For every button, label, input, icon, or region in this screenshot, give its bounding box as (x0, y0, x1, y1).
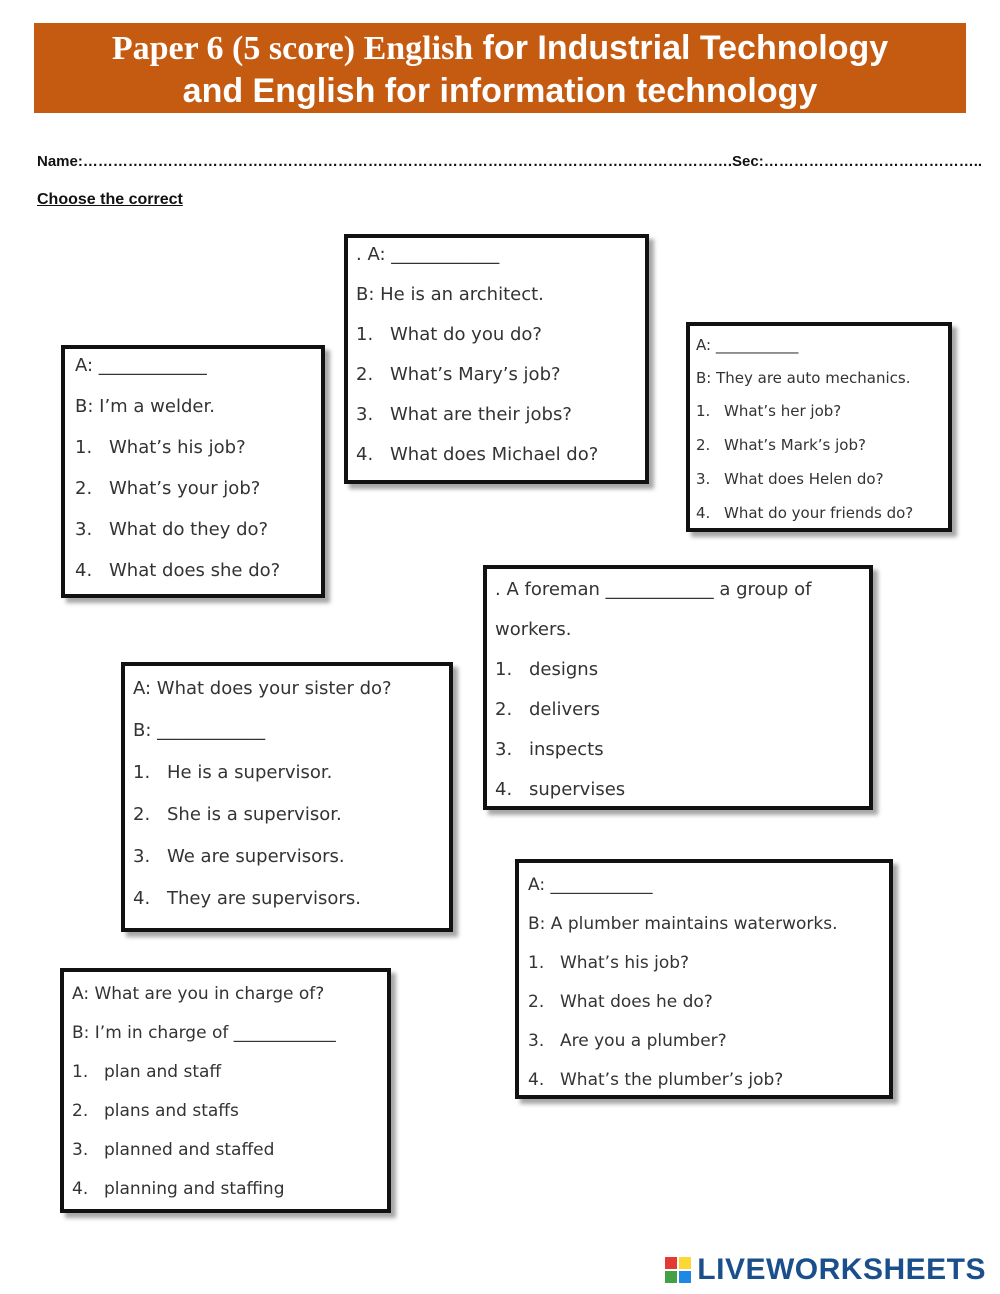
option-number: 3. (495, 739, 513, 760)
question-box-in-charge (60, 968, 391, 1213)
option-text: We are supervisors. (167, 846, 345, 867)
option-text: What do you do? (390, 324, 542, 345)
question-box-sister (121, 662, 453, 932)
option-number: 3. (696, 470, 711, 488)
question-line: B: I’m a welder. (75, 396, 215, 417)
question-line: A: What does your sister do? (133, 678, 392, 699)
answer-option[interactable] (72, 1179, 387, 1218)
option-text: plan and staff (104, 1062, 222, 1082)
option-number: 1. (495, 659, 513, 680)
option-number: 1. (75, 437, 93, 458)
option-number: 4. (356, 444, 374, 465)
option-number: 3. (72, 1140, 89, 1160)
option-number: 4. (75, 560, 93, 581)
question-box-auto-mechanics (686, 322, 952, 532)
option-number: 2. (72, 1101, 89, 1121)
answer-option[interactable] (528, 953, 889, 992)
answer-option[interactable] (72, 1101, 387, 1140)
worksheet-title-banner (34, 23, 966, 113)
option-number: 3. (75, 519, 93, 540)
answer-option[interactable] (495, 739, 869, 779)
option-text: planning and staffing (104, 1179, 285, 1199)
option-text: They are supervisors. (167, 888, 361, 909)
option-text: delivers (529, 699, 601, 720)
instruction-text: Choose the correct (37, 191, 183, 208)
answer-option[interactable] (72, 1140, 387, 1179)
option-text: What do your friends do? (724, 504, 914, 522)
question-line: . A: ____________ (356, 244, 500, 265)
option-number: 4. (72, 1179, 89, 1199)
option-number: 2. (495, 699, 513, 720)
answer-option[interactable] (696, 470, 948, 504)
option-text: What does she do? (109, 560, 281, 581)
option-number: 3. (133, 846, 151, 867)
answer-option[interactable] (528, 1070, 889, 1109)
option-text: supervises (529, 779, 626, 800)
option-text: plans and staffs (104, 1101, 239, 1121)
logo-square-yellow (679, 1257, 691, 1269)
answer-option[interactable] (72, 1062, 387, 1101)
option-number: 4. (528, 1070, 545, 1090)
question-line: B: I’m in charge of ____________ (72, 1023, 336, 1043)
answer-option[interactable] (356, 324, 645, 364)
option-text: What does Michael do? (390, 444, 599, 465)
answer-option[interactable] (356, 404, 645, 444)
question-line: workers. (495, 619, 572, 640)
option-number: 1. (528, 953, 545, 973)
answer-option[interactable] (133, 762, 449, 804)
option-text: What’s your job? (109, 478, 261, 499)
answer-option[interactable] (495, 779, 869, 819)
answer-option[interactable] (696, 402, 948, 436)
option-number: 2. (75, 478, 93, 499)
option-number: 1. (72, 1062, 89, 1082)
answer-option[interactable] (75, 519, 321, 560)
answer-option[interactable] (696, 436, 948, 470)
option-number: 4. (696, 504, 711, 522)
option-text: What’s his job? (109, 437, 246, 458)
option-text: She is a supervisor. (167, 804, 342, 825)
option-text: What’s her job? (724, 402, 842, 420)
title-line-1 (34, 27, 966, 70)
question-box-welder (61, 345, 325, 598)
logo-square-green (665, 1271, 677, 1283)
option-number: 2. (528, 992, 545, 1012)
option-number: 1. (696, 402, 711, 420)
title-part-2: for Industrial Technology (473, 29, 889, 67)
option-text: What does Helen do? (724, 470, 884, 488)
option-number: 2. (133, 804, 151, 825)
option-text: designs (529, 659, 599, 680)
option-text: What does he do? (560, 992, 713, 1012)
answer-option[interactable] (495, 699, 869, 739)
option-text: What’s his job? (560, 953, 690, 973)
answer-option[interactable] (356, 444, 645, 484)
answer-option[interactable] (75, 478, 321, 519)
question-line: B: They are auto mechanics. (696, 369, 911, 387)
option-text: What’s the plumber’s job? (560, 1070, 784, 1090)
answer-option[interactable] (528, 1031, 889, 1070)
answer-option[interactable] (133, 846, 449, 888)
question-line: A: ____________ (528, 875, 653, 895)
answer-option[interactable] (696, 504, 948, 538)
answer-option[interactable] (495, 659, 869, 699)
option-text: planned and staffed (104, 1140, 275, 1160)
option-text: What’s Mary’s job? (390, 364, 561, 385)
question-line: A: What are you in charge of? (72, 984, 325, 1004)
title-line-2: and English for information technology (182, 72, 818, 110)
question-line: B: ____________ (133, 720, 266, 741)
liveworksheets-logo-icon (665, 1257, 691, 1283)
answer-option[interactable] (75, 560, 321, 601)
question-box-plumber (515, 859, 893, 1099)
option-number: 1. (356, 324, 374, 345)
answer-option[interactable] (75, 437, 321, 478)
logo-square-red (665, 1257, 677, 1269)
option-text: What’s Mark’s job? (724, 436, 866, 454)
option-number: 3. (356, 404, 374, 425)
question-line: A: ____________ (75, 355, 207, 376)
answer-option[interactable] (133, 888, 449, 930)
option-text: What do they do? (109, 519, 269, 540)
option-text: Are you a plumber? (560, 1031, 727, 1051)
option-number: 3. (528, 1031, 545, 1051)
option-number: 4. (495, 779, 513, 800)
option-text: inspects (529, 739, 604, 760)
option-text: He is a supervisor. (167, 762, 333, 783)
option-number: 2. (356, 364, 374, 385)
question-box-architect (344, 234, 649, 484)
question-line: B: He is an architect. (356, 284, 544, 305)
logo-text: LIVEWORKSHEETS (697, 1253, 986, 1286)
name-section-line: Name:………………………………………………………………………………………………………………….Sec:…………………………………….. (37, 153, 983, 170)
question-line: A: ___________ (696, 336, 799, 354)
answer-option[interactable] (133, 804, 449, 846)
title-part-1: Paper 6 (5 score) English (111, 30, 474, 67)
question-line: . A foreman ____________ a group of (495, 579, 812, 600)
option-number: 1. (133, 762, 151, 783)
answer-option[interactable] (528, 992, 889, 1031)
option-text: What are their jobs? (390, 404, 572, 425)
liveworksheets-logo[interactable] (665, 1253, 986, 1287)
logo-square-blue (679, 1271, 691, 1283)
answer-option[interactable] (356, 364, 645, 404)
question-box-foreman (483, 565, 873, 810)
question-line: B: A plumber maintains waterworks. (528, 914, 838, 934)
option-number: 2. (696, 436, 711, 454)
option-number: 4. (133, 888, 151, 909)
